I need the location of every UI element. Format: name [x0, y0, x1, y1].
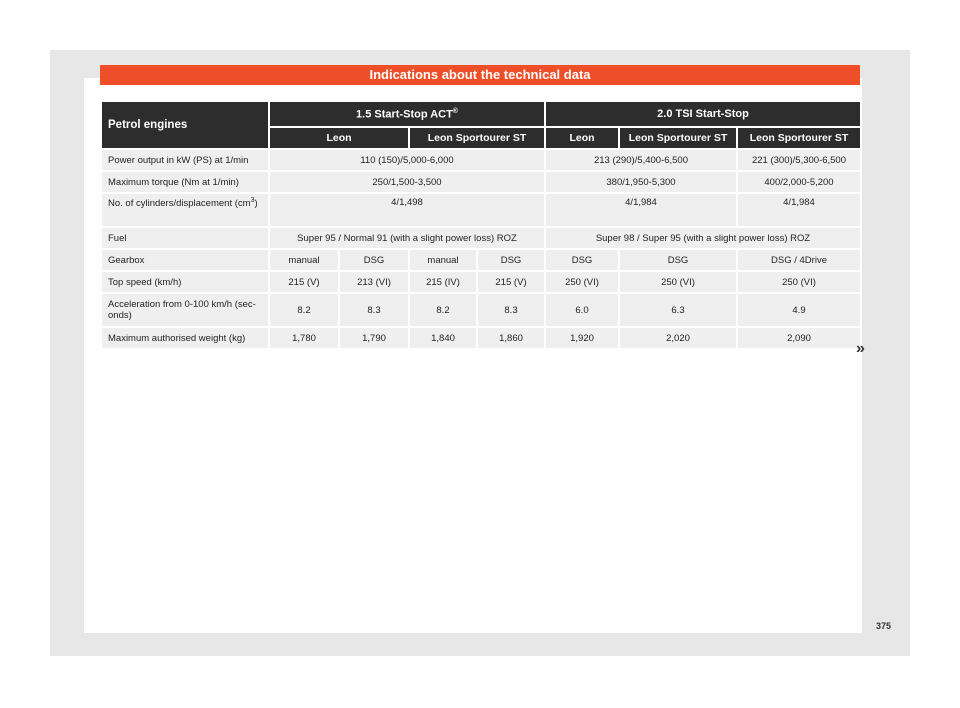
table-row — [101, 227, 861, 249]
row-label: Fuel — [101, 227, 269, 249]
table-cell: 4.9 — [737, 293, 861, 327]
table-cell: 250 (VI) — [619, 271, 737, 293]
table-cell: 4/1,984 — [737, 193, 861, 227]
table-row — [101, 193, 861, 227]
table-cell: 215 (IV) — [409, 271, 477, 293]
continue-arrow-icon: » — [856, 340, 865, 357]
table-cell: 4/1,498 — [269, 193, 545, 227]
table-cell: 213 (VI) — [339, 271, 409, 293]
table-row — [101, 249, 861, 271]
table-cell: 1,860 — [477, 327, 545, 349]
table-cell: 250/1,500-3,500 — [269, 171, 545, 193]
table-cell: DSG / 4Drive — [737, 249, 861, 271]
table-cell: 221 (300)/5,300-6,500 — [737, 149, 861, 171]
row-label: Acceleration from 0-100 km/h (sec-onds) — [101, 293, 269, 327]
page-number: 375 — [876, 621, 892, 631]
engine-group-1-header: 1.5 Start-Stop ACT® — [269, 101, 545, 127]
table-row — [101, 327, 861, 349]
model-header: Leon — [545, 127, 619, 149]
table-cell: 213 (290)/5,400-6,500 — [545, 149, 737, 171]
table-row — [101, 171, 861, 193]
table-cell: 110 (150)/5,000-6,000 — [269, 149, 545, 171]
table-cell: Super 95 / Normal 91 (with a slight power loss) ROZ — [269, 227, 545, 249]
table-cell: DSG — [545, 249, 619, 271]
row-label: Power output in kW (PS) at 1/min — [101, 149, 269, 171]
row-label: Gearbox — [101, 249, 269, 271]
table-cell: 6.0 — [545, 293, 619, 327]
table-cell: 250 (VI) — [737, 271, 861, 293]
row-label: Maximum authorised weight (kg) — [101, 327, 269, 349]
model-header: Leon — [269, 127, 409, 149]
section-title-banner: Indications about the technical data — [100, 65, 860, 85]
table-cell: 8.2 — [409, 293, 477, 327]
table-cell: manual — [409, 249, 477, 271]
table-row — [101, 271, 861, 293]
table-cell: 250 (VI) — [545, 271, 619, 293]
model-header: Leon Sportourer ST — [409, 127, 545, 149]
row-label: Maximum torque (Nm at 1/min) — [101, 171, 269, 193]
table-cell: 2,090 — [737, 327, 861, 349]
table-cell: 1,790 — [339, 327, 409, 349]
table-cell: 8.3 — [339, 293, 409, 327]
table-cell: 4/1,984 — [545, 193, 737, 227]
model-header: Leon Sportourer ST — [737, 127, 861, 149]
table-cell: 1,920 — [545, 327, 619, 349]
table-cell: DSG — [339, 249, 409, 271]
table-cell: 2,020 — [619, 327, 737, 349]
table-cell: 8.3 — [477, 293, 545, 327]
table-cell: 380/1,950-5,300 — [545, 171, 737, 193]
row-label: No. of cylinders/displacement $(cm^3)$ — [101, 193, 269, 227]
table-cell: DSG — [619, 249, 737, 271]
table-cell: manual — [269, 249, 339, 271]
table-cell: 400/2,000-5,200 — [737, 171, 861, 193]
table-cell: DSG — [477, 249, 545, 271]
table-cell: 8.2 — [269, 293, 339, 327]
engine-group-2-header: 2.0 TSI Start-Stop — [545, 101, 861, 127]
technical-data-table — [100, 100, 862, 350]
table-cell: 6.3 — [619, 293, 737, 327]
table-cell: 215 (V) — [269, 271, 339, 293]
table-row — [101, 293, 861, 327]
table-cell: 1,780 — [269, 327, 339, 349]
table-cell: 215 (V) — [477, 271, 545, 293]
table-cell: Super 98 / Super 95 (with a slight power loss) ROZ — [545, 227, 861, 249]
model-header: Leon Sportourer ST — [619, 127, 737, 149]
engines-header: Petrol engines — [101, 101, 269, 149]
table-cell: 1,840 — [409, 327, 477, 349]
row-label: Top speed (km/h) — [101, 271, 269, 293]
table-row — [101, 149, 861, 171]
